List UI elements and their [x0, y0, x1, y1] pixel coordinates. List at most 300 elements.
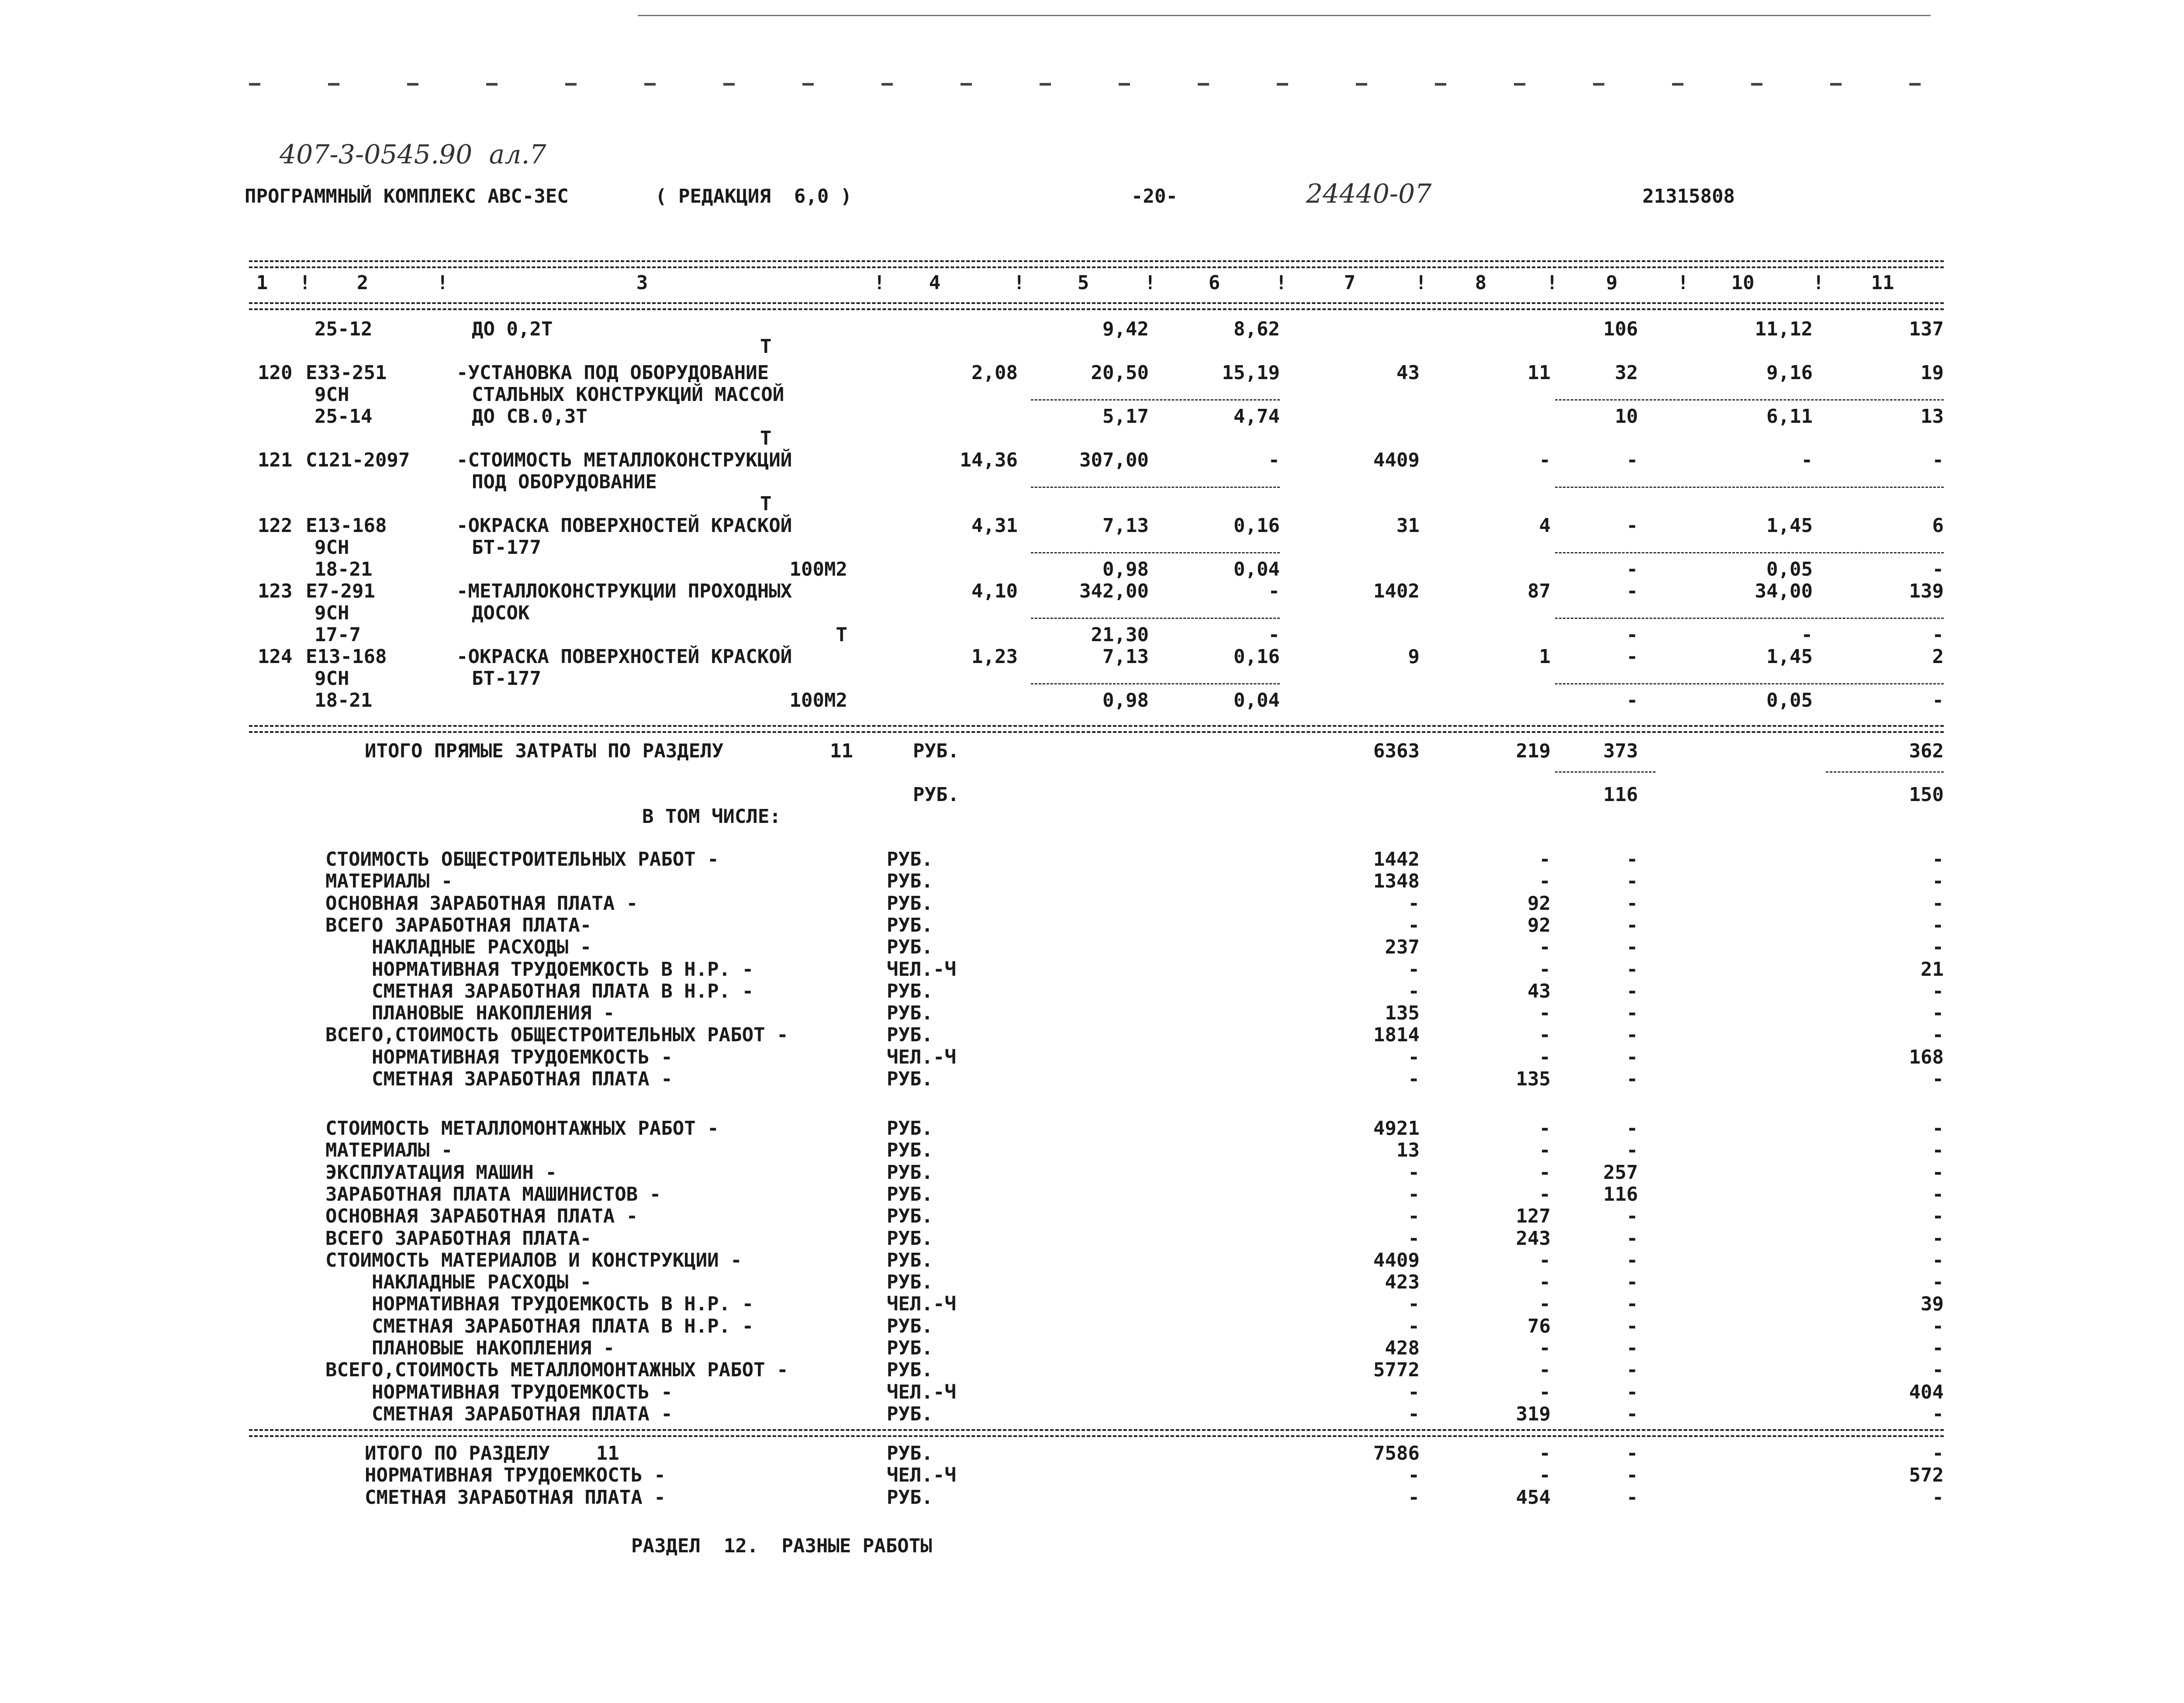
column-header: 8 [1475, 272, 1487, 294]
summary-c8: - [1539, 1117, 1551, 1140]
summary-c11: - [1932, 914, 1944, 936]
row-c4: 4,10 [971, 580, 1018, 602]
header-bottom-rule [249, 302, 1944, 304]
summary-c9: - [1626, 892, 1638, 915]
summary-c8: 92 [1527, 892, 1551, 915]
row-c8: 4 [1539, 515, 1551, 537]
column-header: 10 [1731, 272, 1755, 294]
top-dash-mark [1751, 83, 1762, 86]
summary-c7: - [1408, 1068, 1420, 1090]
section-total-c11: - [1932, 1486, 1944, 1509]
summary-unit: РУБ. [887, 980, 933, 1002]
summary-label: НОРМАТИВНАЯ ТРУДОЕМКОСТЬ В Н.Р. - [325, 958, 754, 981]
section-total-c8: - [1539, 1442, 1551, 1465]
row-code: Е13-168 [306, 515, 387, 537]
summary-c8: - [1539, 1002, 1551, 1025]
summary-c11: 21 [1921, 958, 1944, 981]
row-number: 121 [258, 449, 293, 471]
summary-c11: - [1932, 1205, 1944, 1228]
summary-c8: 319 [1516, 1402, 1551, 1425]
row-sub-rule [1555, 552, 1944, 553]
summary-c11: - [1932, 1402, 1944, 1425]
row-sub-rule [1031, 552, 1280, 553]
top-dash-mark [881, 83, 893, 86]
summary-c8: - [1539, 936, 1551, 959]
section-total-label: НОРМАТИВНАЯ ТРУДОЕМКОСТЬ - [365, 1464, 666, 1487]
row-description-2: СТАЛЬНЫХ КОНСТРУКЦИЙ МАССОЙ [472, 383, 784, 406]
row-sub-rule [1031, 618, 1280, 619]
summary-c11: - [1932, 848, 1944, 870]
summary-c8: 127 [1516, 1205, 1551, 1228]
row-c9b: - [1626, 624, 1638, 646]
totals-direct-c9b: 116 [1603, 784, 1638, 806]
summary-c7: 1814 [1373, 1024, 1420, 1047]
row-c6b: - [1268, 624, 1280, 646]
row-number: 123 [258, 580, 293, 602]
summary-c7: - [1408, 1205, 1420, 1228]
totals-sub-rule-b [1826, 771, 1944, 773]
summary-label: СМЕТНАЯ ЗАРАБОТНАЯ ПЛАТА В Н.Р. - [325, 1315, 754, 1337]
summary-c11: - [1932, 1315, 1944, 1337]
row-c11b: 13 [1921, 405, 1944, 428]
section-total-rule-2 [249, 1435, 1944, 1437]
column-header: 7 [1344, 272, 1356, 294]
column-header: 4 [929, 272, 941, 294]
column-separator: ! [1275, 272, 1287, 294]
summary-unit: РУБ. [887, 1249, 933, 1271]
summary-unit: РУБ. [887, 870, 933, 893]
program-name: ПРОГРАММНЫЙ КОМПЛЕКС АВС-3ЕС [245, 185, 569, 207]
summary-c7: - [1408, 1046, 1420, 1068]
summary-c9: - [1626, 1002, 1638, 1025]
summary-unit: РУБ. [887, 1227, 933, 1250]
column-separator: ! [299, 272, 311, 294]
column-separator: ! [1144, 272, 1156, 294]
summary-c9: - [1626, 1337, 1638, 1359]
row-c6b: 0,04 [1234, 689, 1280, 712]
row-c9: 106 [1603, 318, 1638, 340]
row-c5: 307,00 [1079, 449, 1149, 471]
summary-unit: РУБ. [887, 936, 933, 959]
row-c10b: - [1801, 624, 1813, 646]
row-c7: 1402 [1373, 580, 1420, 602]
section-total-rule [249, 1429, 1944, 1431]
summary-unit: РУБ. [887, 1205, 933, 1228]
row-c8: 11 [1527, 362, 1551, 384]
row-c7: 9 [1408, 646, 1420, 668]
row-description: -ОКРАСКА ПОВЕРХНОСТЕЙ КРАСКОЙ [456, 515, 792, 537]
summary-unit: РУБ. [887, 1402, 933, 1425]
row-code-3: 18-21 [314, 558, 373, 580]
summary-c9: - [1626, 1381, 1638, 1403]
summary-unit: ЧЕЛ.-Ч [887, 1293, 956, 1316]
section-total-c7: - [1408, 1486, 1420, 1509]
summary-label: НОРМАТИВНАЯ ТРУДОЕМКОСТЬ - [325, 1046, 673, 1068]
summary-c11: 404 [1909, 1381, 1944, 1403]
summary-c8: - [1539, 1183, 1551, 1206]
summary-label: НАКЛАДНЫЕ РАСХОДЫ - [325, 936, 592, 959]
row-c11b: - [1932, 624, 1944, 646]
row-description: -ОКРАСКА ПОВЕРХНОСТЕЙ КРАСКОЙ [456, 646, 792, 668]
row-c7: 4409 [1373, 449, 1420, 471]
row-c6b: 4,74 [1234, 405, 1280, 428]
row-sub-rule [1555, 399, 1944, 401]
row-c9: - [1626, 646, 1638, 668]
summary-c9: - [1626, 1227, 1638, 1250]
totals-direct-c9: 373 [1603, 740, 1638, 762]
summary-c7: 135 [1385, 1002, 1420, 1025]
handwritten-code: 24440-07 [1306, 179, 1432, 209]
section-total-label: ИТОГО ПО РАЗДЕЛУ 11 [365, 1442, 619, 1465]
row-c11: 137 [1909, 318, 1944, 340]
row-c6: - [1268, 580, 1280, 602]
summary-unit: РУБ. [887, 1315, 933, 1337]
summary-c8: - [1539, 1046, 1551, 1068]
row-code: Е7-291 [306, 580, 375, 602]
row-code: Е13-168 [306, 646, 387, 668]
summary-c9: 257 [1603, 1161, 1638, 1184]
summary-label: ВСЕГО ЗАРАБОТНАЯ ПЛАТА- [325, 914, 592, 936]
column-separator: ! [874, 272, 885, 294]
totals-direct-section: 11 [830, 740, 853, 762]
section-total-c7: - [1408, 1464, 1420, 1487]
row-code-3: 18-21 [314, 689, 373, 712]
row-c5b: 0,98 [1102, 558, 1149, 580]
row-c6: 0,16 [1234, 646, 1280, 668]
top-dash-mark [1830, 83, 1842, 86]
table-top-rule [249, 260, 1944, 262]
summary-c9: - [1626, 1024, 1638, 1047]
section-total-c9: - [1626, 1442, 1638, 1465]
row-unit: Т [760, 493, 772, 515]
summary-c8: - [1539, 1381, 1551, 1403]
row-code: Е33-251 [306, 362, 387, 384]
row-description: -СТОИМОСТЬ МЕТАЛЛОКОНСТРУКЦИЙ [456, 449, 792, 471]
row-c9: - [1626, 515, 1638, 537]
row-c7: 31 [1396, 515, 1420, 537]
summary-c7: 4409 [1373, 1249, 1420, 1271]
top-dash-mark [486, 83, 498, 86]
summary-c7: 423 [1385, 1271, 1420, 1294]
summary-label: МАТЕРИАЛЫ - [325, 1139, 453, 1162]
row-code: С121-2097 [306, 449, 410, 471]
summary-unit: РУБ. [887, 1337, 933, 1359]
summary-unit: РУБ. [887, 1139, 933, 1162]
summary-label: ЗАРАБОТНАЯ ПЛАТА МАШИНИСТОВ - [325, 1183, 661, 1206]
edition-label: ( РЕДАКЦИЯ 6,0 ) [655, 185, 852, 207]
row-code-2: 9СН [314, 667, 349, 690]
summary-c9: - [1626, 1205, 1638, 1228]
summary-c8: - [1539, 1249, 1551, 1271]
row-c4: 2,08 [971, 362, 1018, 384]
summary-label: ЭКСПЛУАТАЦИЯ МАШИН - [325, 1161, 557, 1184]
totals-direct-label: ИТОГО ПРЯМЫЕ ЗАТРАТЫ ПО РАЗДЕЛУ [365, 740, 724, 762]
summary-label: СМЕТНАЯ ЗАРАБОТНАЯ ПЛАТА В Н.Р. - [325, 980, 754, 1002]
row-description-2: ДОСОК [472, 602, 530, 624]
summary-label: ВСЕГО ЗАРАБОТНАЯ ПЛАТА- [325, 1227, 592, 1250]
row-unit-2: 100М2 [789, 689, 847, 712]
row-unit: Т [760, 335, 772, 358]
row-c9: - [1626, 449, 1638, 471]
summary-c8: 76 [1527, 1315, 1551, 1337]
row-code-2: 9СН [314, 536, 349, 559]
summary-unit: РУБ. [887, 1161, 933, 1184]
row-c11b: - [1932, 558, 1944, 580]
summary-c8: - [1539, 1271, 1551, 1294]
summary-label: СТОИМОСТЬ ОБЩЕСТРОИТЕЛЬНЫХ РАБОТ - [325, 848, 719, 870]
summary-c8: - [1539, 1337, 1551, 1359]
summary-c8: - [1539, 1161, 1551, 1184]
summary-c7: - [1408, 1227, 1420, 1250]
summary-c9: 116 [1603, 1183, 1638, 1206]
row-c11: 2 [1932, 646, 1944, 668]
column-separator: ! [1415, 272, 1427, 294]
top-dash-mark [328, 83, 339, 86]
summary-c7: - [1408, 958, 1420, 981]
top-dash-mark [802, 83, 814, 86]
top-dash-mark [565, 83, 577, 86]
row-c10b: 6,11 [1766, 405, 1813, 428]
summary-c7: - [1408, 892, 1420, 915]
row-c11: 19 [1921, 362, 1944, 384]
section-total-label: СМЕТНАЯ ЗАРАБОТНАЯ ПЛАТА - [365, 1486, 666, 1509]
row-c6: - [1268, 449, 1280, 471]
summary-c11: - [1932, 1002, 1944, 1025]
summary-c8: 43 [1527, 980, 1551, 1002]
row-c6: 8,62 [1234, 318, 1280, 340]
summary-c8: - [1539, 1139, 1551, 1162]
section-total-c9: - [1626, 1486, 1638, 1509]
summary-c9: - [1626, 936, 1638, 959]
summary-c11: - [1932, 1271, 1944, 1294]
row-c8: 87 [1527, 580, 1551, 602]
handwritten-reference: 407-3-0545.90 ал.7 [280, 139, 546, 170]
summary-unit: ЧЕЛ.-Ч [887, 958, 956, 981]
row-number: 124 [258, 646, 293, 668]
row-unit-2: Т [836, 624, 847, 646]
summary-unit: РУБ. [887, 848, 933, 870]
including-label: В ТОМ ЧИСЛЕ: [642, 805, 781, 828]
totals-rule [249, 725, 1944, 727]
section-total-c11: 572 [1909, 1464, 1944, 1487]
summary-c8: 92 [1527, 914, 1551, 936]
summary-label: МАТЕРИАЛЫ - [325, 870, 453, 893]
summary-c11: - [1932, 980, 1944, 1002]
summary-c7: - [1408, 1183, 1420, 1206]
top-dash-mark [1593, 83, 1604, 86]
row-c4: 1,23 [971, 646, 1018, 668]
summary-c7: - [1408, 914, 1420, 936]
summary-c9: - [1626, 1315, 1638, 1337]
summary-label: ОСНОВНАЯ ЗАРАБОТНАЯ ПЛАТА - [325, 1205, 638, 1228]
top-dash-mark [249, 83, 260, 86]
summary-label: НОРМАТИВНАЯ ТРУДОЕМКОСТЬ В Н.Р. - [325, 1293, 754, 1316]
row-sub-rule [1031, 487, 1280, 488]
summary-c9: - [1626, 914, 1638, 936]
section-total-c11: - [1932, 1442, 1944, 1465]
totals-direct-c8: 219 [1516, 740, 1551, 762]
row-c5: 20,50 [1091, 362, 1149, 384]
row-c10: 1,45 [1766, 515, 1813, 537]
summary-c11: - [1932, 1161, 1944, 1184]
section-total-unit: ЧЕЛ.-Ч [887, 1464, 956, 1487]
column-header: 11 [1871, 272, 1894, 294]
row-description-2: БТ-177 [472, 536, 541, 559]
totals-direct-unit: РУБ. [913, 740, 959, 762]
summary-c7: - [1408, 1161, 1420, 1184]
summary-c8: - [1539, 870, 1551, 893]
summary-c8: - [1539, 1293, 1551, 1316]
summary-label: НАКЛАДНЫЕ РАСХОДЫ - [325, 1271, 592, 1294]
row-description-3: ДО СВ.0,3Т [472, 405, 587, 428]
row-c8: - [1539, 449, 1551, 471]
summary-c9: - [1626, 1293, 1638, 1316]
summary-unit: РУБ. [887, 1002, 933, 1025]
top-dash-mark [1672, 83, 1683, 86]
summary-c11: 168 [1909, 1046, 1944, 1068]
row-number: 122 [258, 515, 293, 537]
row-c11: 139 [1909, 580, 1944, 602]
row-code-2: 9СН [314, 383, 349, 406]
summary-c9: - [1626, 870, 1638, 893]
summary-c9: - [1626, 958, 1638, 981]
row-code-3: 17-7 [314, 624, 361, 646]
summary-c9: - [1626, 1271, 1638, 1294]
summary-unit: РУБ. [887, 1359, 933, 1382]
summary-label: ПЛАНОВЫЕ НАКОПЛЕНИЯ - [325, 1002, 615, 1025]
summary-label: ВСЕГО,СТОИМОСТЬ ОБЩЕСТРОИТЕЛЬНЫХ РАБОТ - [325, 1024, 788, 1047]
top-dash-mark [1119, 83, 1130, 86]
row-c10: 9,16 [1766, 362, 1813, 384]
row-description: ДО 0,2Т [472, 318, 553, 340]
section-total-c7: 7586 [1373, 1442, 1420, 1465]
summary-c9: - [1626, 1117, 1638, 1140]
row-c5b: 0,98 [1102, 689, 1149, 712]
summary-c11: - [1932, 936, 1944, 959]
next-section-title: РАЗДЕЛ 12. РАЗНЫЕ РАБОТЫ [631, 1535, 932, 1557]
row-sub-rule [1555, 683, 1944, 684]
row-c5: 342,00 [1079, 580, 1149, 602]
summary-label: НОРМАТИВНАЯ ТРУДОЕМКОСТЬ - [325, 1381, 673, 1403]
row-unit-2: 100М2 [789, 558, 847, 580]
summary-c11: - [1932, 892, 1944, 915]
summary-c8: - [1539, 848, 1551, 870]
summary-c8: - [1539, 958, 1551, 981]
summary-label: СТОИМОСТЬ МЕТАЛЛОМОНТАЖНЫХ РАБОТ - [325, 1117, 719, 1140]
summary-unit: РУБ. [887, 1024, 933, 1047]
summary-c7: 5772 [1373, 1359, 1420, 1382]
row-description-2: БТ-177 [472, 667, 541, 690]
row-unit: Т [760, 427, 772, 449]
top-dash-mark [644, 83, 656, 86]
summary-unit: ЧЕЛ.-Ч [887, 1381, 956, 1403]
row-code-3: 25-14 [314, 405, 373, 428]
row-c11b: - [1932, 689, 1944, 712]
summary-c8: - [1539, 1024, 1551, 1047]
column-header: 6 [1208, 272, 1220, 294]
summary-c9: - [1626, 1068, 1638, 1090]
column-separator: ! [437, 272, 449, 294]
summary-label: СМЕТНАЯ ЗАРАБОТНАЯ ПЛАТА - [325, 1068, 673, 1090]
row-number: 120 [258, 362, 293, 384]
totals-sub-rule-a [1555, 771, 1655, 773]
summary-c9: - [1626, 1359, 1638, 1382]
row-code-2: 9СН [314, 602, 349, 624]
summary-c8: - [1539, 1359, 1551, 1382]
row-c10: - [1801, 449, 1813, 471]
top-dash-mark [1040, 83, 1051, 86]
column-separator: ! [1677, 272, 1689, 294]
column-separator: ! [1546, 272, 1558, 294]
summary-c11: - [1932, 1139, 1944, 1162]
row-c4: 4,31 [971, 515, 1018, 537]
top-dash-mark [1277, 83, 1288, 86]
row-c9: - [1626, 580, 1638, 602]
row-sub-rule [1555, 618, 1944, 619]
summary-c7: 13 [1396, 1139, 1420, 1162]
summary-c9: - [1626, 1249, 1638, 1271]
row-c5b: 21,30 [1091, 624, 1149, 646]
summary-c11: - [1932, 1359, 1944, 1382]
totals-direct-c11b: 150 [1909, 784, 1944, 806]
row-c11: - [1932, 449, 1944, 471]
summary-c7: 237 [1385, 936, 1420, 959]
summary-label: ОСНОВНАЯ ЗАРАБОТНАЯ ПЛАТА - [325, 892, 638, 915]
top-dash-mark [1514, 83, 1525, 86]
row-c5: 7,13 [1102, 515, 1149, 537]
summary-c9: - [1626, 1402, 1638, 1425]
summary-c7: - [1408, 980, 1420, 1002]
summary-unit: ЧЕЛ.-Ч [887, 1046, 956, 1068]
row-sub-rule [1555, 487, 1944, 488]
summary-label: СТОИМОСТЬ МАТЕРИАЛОВ И КОНСТРУКЦИИ - [325, 1249, 742, 1271]
summary-c9: - [1626, 980, 1638, 1002]
row-c5: 9,42 [1102, 318, 1149, 340]
top-dash-mark [723, 83, 735, 86]
row-c4: 14,36 [960, 449, 1018, 471]
summary-c7: - [1408, 1293, 1420, 1316]
summary-unit: РУБ. [887, 914, 933, 936]
summary-c11: - [1932, 1068, 1944, 1090]
top-dash-mark [961, 83, 972, 86]
row-c5b: 5,17 [1102, 405, 1149, 428]
top-dash-mark [1435, 83, 1446, 86]
summary-label: ВСЕГО,СТОИМОСТЬ МЕТАЛЛОМОНТАЖНЫХ РАБОТ - [325, 1359, 788, 1382]
summary-c9: - [1626, 848, 1638, 870]
top-dash-mark [1356, 83, 1367, 86]
summary-c7: - [1408, 1381, 1420, 1403]
row-code: 25-12 [314, 318, 373, 340]
totals-rule-2 [249, 731, 1944, 733]
row-c9b: - [1626, 558, 1638, 580]
summary-c8: 243 [1516, 1227, 1551, 1250]
top-dash-mark [1198, 83, 1209, 86]
row-c5: 7,13 [1102, 646, 1149, 668]
row-description: -МЕТАЛЛОКОНСТРУКЦИИ ПРОХОДНЫХ [456, 580, 792, 602]
summary-unit: РУБ. [887, 1271, 933, 1294]
column-header: 3 [636, 272, 648, 294]
section-total-unit: РУБ. [887, 1442, 933, 1465]
column-header: 2 [356, 272, 369, 294]
row-c9b: 10 [1615, 405, 1638, 428]
column-header: 5 [1077, 272, 1089, 294]
summary-c7: 428 [1385, 1337, 1420, 1359]
summary-c11: - [1932, 1227, 1944, 1250]
summary-unit: РУБ. [887, 892, 933, 915]
page-number: -20- [1131, 185, 1178, 207]
row-c10: 1,45 [1766, 646, 1813, 668]
summary-c9: - [1626, 1139, 1638, 1162]
